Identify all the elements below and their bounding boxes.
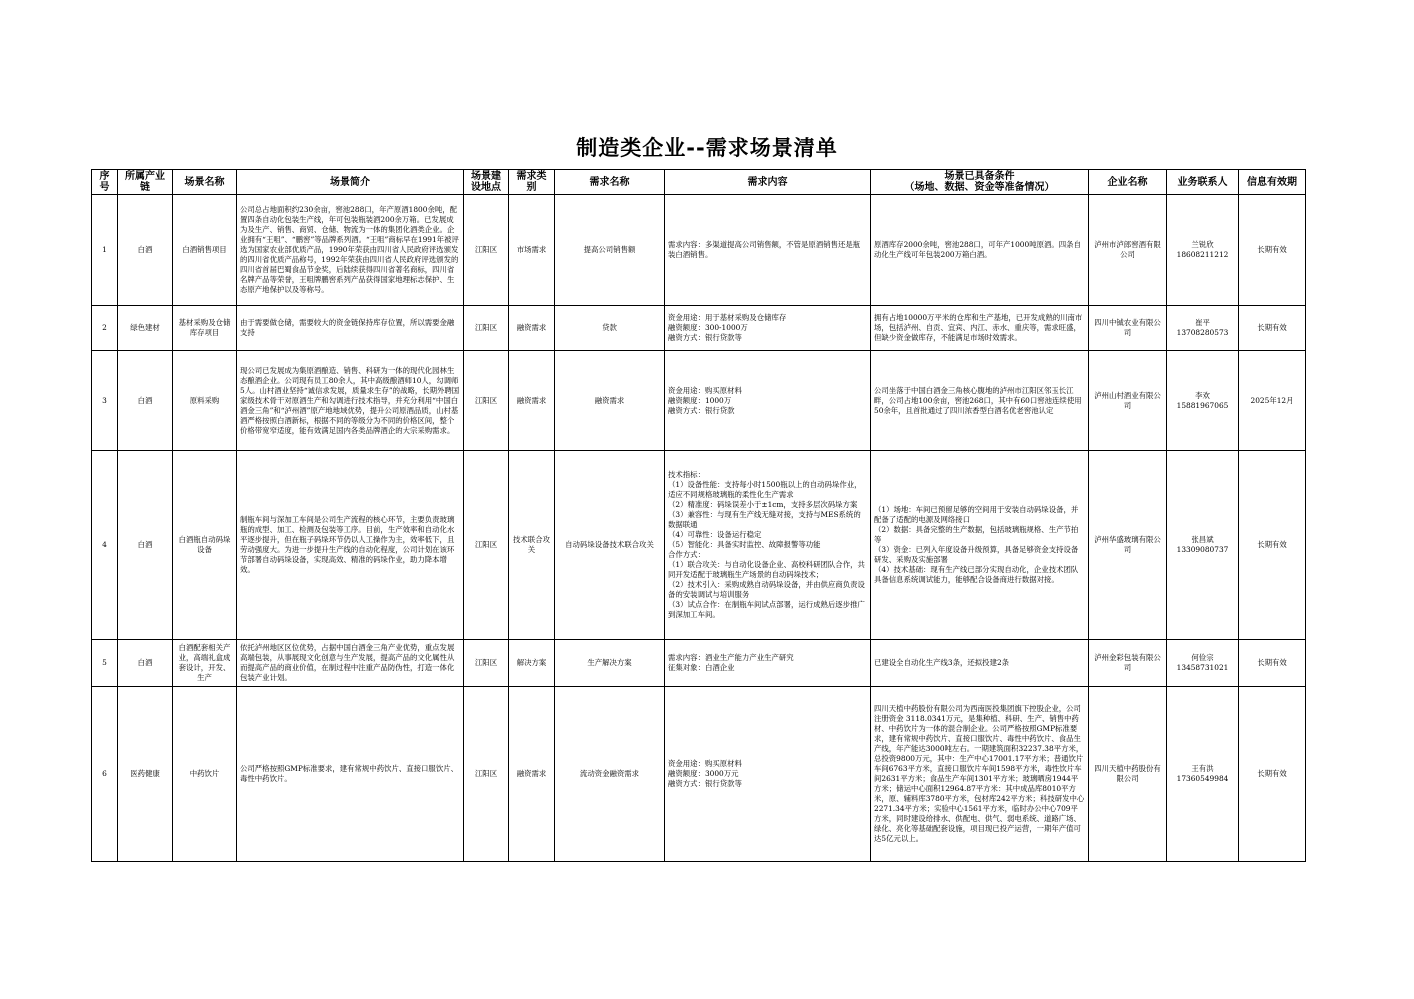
cell-location: 江阳区: [464, 351, 509, 451]
header-scene: 场景名称: [173, 170, 237, 195]
cell-demand-name: 提高公司销售额: [555, 195, 665, 306]
cell-validity: 长期有效: [1239, 451, 1306, 640]
cell-company: 泸州山村酒业有限公司: [1089, 351, 1167, 451]
cell-content: 需求内容：多渠道提高公司销售额，不管是原酒销售还是瓶装白酒销售。: [665, 195, 871, 306]
cell-location: 江阳区: [464, 451, 509, 640]
table-row: [92, 351, 1306, 451]
cell-contact: 何俭宗 13458731021: [1167, 640, 1239, 687]
cell-category: 技术联合攻关: [509, 451, 555, 640]
cell-contact: 王有洪 17360549984: [1167, 687, 1239, 862]
cell-chain: 医药健康: [118, 687, 173, 862]
cell-content: 资金用途：购买原材料 融资额度：1000万 融资方式：银行贷款: [665, 351, 871, 451]
cell-demand-name: 贷款: [555, 306, 665, 351]
cell-intro: 公司严格按照GMP标准要求，建有常规中药饮片、直接口服饮片、毒性中药饮片。: [237, 687, 464, 862]
cell-chain: 白酒: [118, 195, 173, 306]
cell-category: 融资需求: [509, 351, 555, 451]
cell-validity: 长期有效: [1239, 195, 1306, 306]
cell-intro: 依托泸州地区区位优势，占据中国白酒金三角产业优势，重点发展高端包装，从事展现文化创意与生产发展，提高产品的文化属性从而提高产品的商业价值，在制过程中注重产品防伪性，打造一体化包装产业计划。: [237, 640, 464, 687]
header-chain: 所属产业链: [118, 170, 173, 195]
cell-demand-name: 流动资金融资需求: [555, 687, 665, 862]
cell-validity: 长期有效: [1239, 306, 1306, 351]
cell-contact: 张昌斌 13309080737: [1167, 451, 1239, 640]
cell-chain: 绿色建材: [118, 306, 173, 351]
cell-intro: 由于需要做仓储，需要较大的资金链保持库存位置，所以需要金融支持: [237, 306, 464, 351]
header-content: 需求内容: [665, 170, 871, 195]
header-row: [92, 170, 1306, 195]
table-row: [92, 306, 1306, 351]
cell-conditions: 已建设全自动化生产线3条，还拟投建2条: [871, 640, 1089, 687]
cell-content: 需求内容：酒业生产能力产业生产研究 征集对象：白酒企业: [665, 640, 871, 687]
cell-contact: 崔平 13708280573: [1167, 306, 1239, 351]
header-demand-name: 需求名称: [555, 170, 665, 195]
header-company: 企业名称: [1089, 170, 1167, 195]
cell-chain: 白酒: [118, 640, 173, 687]
cell-intro: 制瓶车间与深加工车间是公司生产流程的核心环节，主要负责玻璃瓶的成型、加工、检测及包装等工序。目前，生产效率和自动化水平逐步提升，但在瓶子码垛环节仍以人工操作为主，效率低下，且劳动强度大。为进一步提升生产线的自动化程度，公司计划在该环节部署自动码垛设备，实现高效、精准的码垛作业，助力降本增效。: [237, 451, 464, 640]
table-row: [92, 195, 1306, 306]
cell-no: 2: [92, 306, 118, 351]
table-row: [92, 640, 1306, 687]
cell-scene: 白酒瓶自动码垛设备: [173, 451, 237, 640]
header-intro: 场景简介: [237, 170, 464, 195]
cell-demand-name: 生产解决方案: [555, 640, 665, 687]
cell-scene: 白酒销售项目: [173, 195, 237, 306]
header-contact: 业务联系人: [1167, 170, 1239, 195]
cell-category: 市场需求: [509, 195, 555, 306]
cell-company: 四川中铖农业有限公司: [1089, 306, 1167, 351]
cell-demand-name: 自动码垛设备技术联合攻关: [555, 451, 665, 640]
cell-validity: 长期有效: [1239, 640, 1306, 687]
cell-content: 资金用途：用于基材采购及仓储库存 融资额度：300-1000万 融资方式：银行贷款等: [665, 306, 871, 351]
cell-category: 解决方案: [509, 640, 555, 687]
header-location: 场景建设地点: [464, 170, 509, 195]
cell-scene: 中药饮片: [173, 687, 237, 862]
cell-company: 泸州金彩包装有限公司: [1089, 640, 1167, 687]
header-no: 序号: [92, 170, 118, 195]
cell-chain: 白酒: [118, 351, 173, 451]
cell-company: 四川天植中药股份有限公司: [1089, 687, 1167, 862]
header-conditions: 场景已具备条件 （场地、数据、资金等准备情况）: [871, 170, 1089, 195]
cell-no: 6: [92, 687, 118, 862]
cell-intro: 公司总占地面积约230余亩，窖池288口，年产原酒1800余吨，配置四条自动化包装生产线，年可包装瓶装酒200余万箱。已发展成为及生产、销售、商贸、仓储、物流为一体的集团化酒类企业。企业拥有“王咀”、“鹏窖”等品牌系列酒。“王咀”商标早在1991年被评选为国家农业部优质产品，1990年荣获由四川省人民政府评选颁发的四川省优质产品称号，1992年荣获由四川省人民政府评选颁发的四川省首届巴蜀食品节金奖，后陆续获得四川省著名商标，四川省名牌产品等荣誉，王咀牌鹏窖系列产品获得国家地理标志保护、生态原产地保护以及等称号。: [237, 195, 464, 306]
cell-conditions: 四川天植中药股份有限公司为西南医投集团旗下控股企业，公司注册资金 3118.0341万元，是集种植、科研、生产、销售中药材、中药饮片为一体的混合制企业。公司严格按照GMP标准要求，建有常规中药饮片、直接口服饮片、毒性中药饮片、食品生产线，年产能达3000吨左右。一期建筑面积32237.38平方米，总投资9800万元，其中：生产中心17001.17平方米；普通饮片车间6763平方米，直接口服饮片车间1598平方米，毒性饮片车间2631平方米；食品生产车间1301平方米；玻璃晒房1944平方米；储运中心面积12964.87平方米：其中成品库8010平方米，原、辅料库3780平方米，包材库242平方米；科技研发中心2271.34平方米；实验中心1561平方米，临时办公中心709平方米，同时建设给排水、供配电、供气、弱电系统、道路广场、绿化、亮化等基础配套设施，项目现已投产运营，一期年产值可达5亿元以上。: [871, 687, 1089, 862]
cell-no: 3: [92, 351, 118, 451]
demand-table: [91, 169, 1306, 862]
header-category: 需求类别: [509, 170, 555, 195]
cell-scene: 白酒配套相关产业，高端礼盒成套设计，开发、生产: [173, 640, 237, 687]
cell-contact: 李欢 15881967065: [1167, 351, 1239, 451]
cell-location: 江阳区: [464, 687, 509, 862]
cell-chain: 白酒: [118, 451, 173, 640]
cell-category: 融资需求: [509, 306, 555, 351]
page-title: 制造类企业--需求场景清单: [576, 136, 838, 160]
cell-content: 技术指标： （1）设备性能：支持每小时1500瓶以上的自动码垛作业，适应不同规格玻璃瓶的柔性化生产需求 （2）精准度：码垛误差小于±1cm，支持多层次码垛方案 （3）兼容性：与现有生产线无缝对接，支持与MES系统的数据联通 （4）可靠性：设备运行稳定 （5）智能化：具备实时监控、故障报警等功能 合作方式： （1）联合攻关：与自动化设备企业、高校科研团队合作，共同开发适配于玻璃瓶生产场景的自动码垛技术； （2）技术引入：采购成熟自动码垛设备，并由供应商负责设备的安装调试与培训服务 （3）试点合作：在制瓶车间试点部署，运行成熟后逐步推广到深加工车间。: [665, 451, 871, 640]
cell-conditions: （1）场地：车间已预留足够的空间用于安装自动码垛设备，并配备了适配的电源及网络接口 （2）数据：具备完整的生产数据，包括玻璃瓶规格、生产节拍等 （3）资金：已列入年度设备升级预算，具备足够资金支持设备研发、采购及实施部署 （4）技术基础：现有生产线已部分实现自动化，企业技术团队具备信息系统调试能力，能够配合设备商进行数据对接。: [871, 451, 1089, 640]
cell-intro: 现公司已发展成为集原酒酿造、销售、科研为一体的现代化园林生态酿酒企业。公司现有员工80余人，其中高级酿酒师10人，勾调师5人。山村酒业坚持“诚信求发展，质量求生存”的战略，长期外聘国家级技术骨干对原酒生产和勾调进行技术指导，并充分利用“中国白酒金三角”和“泸州酒”原产地地域优势，提升公司原酒品质，山村基酒严格按照白酒新标，根据不同的等级分为不同的价格区间，整个价格带宽窄适度，能有效满足国内各类品牌酒企的大宗采购需求。: [237, 351, 464, 451]
cell-demand-name: 融资需求: [555, 351, 665, 451]
cell-validity: 2025年12月: [1239, 351, 1306, 451]
cell-location: 江阳区: [464, 640, 509, 687]
cell-contact: 兰锐欣 18608211212: [1167, 195, 1239, 306]
table-row: [92, 451, 1306, 640]
cell-scene: 基材采购及仓储库存项目: [173, 306, 237, 351]
header-validity: 信息有效期: [1239, 170, 1306, 195]
cell-content: 资金用途：购买原材料 融资额度：3000万元 融资方式：银行贷款等: [665, 687, 871, 862]
cell-location: 江阳区: [464, 306, 509, 351]
cell-no: 1: [92, 195, 118, 306]
cell-company: 泸州华盛玻璃有限公司: [1089, 451, 1167, 640]
cell-no: 5: [92, 640, 118, 687]
cell-validity: 长期有效: [1239, 687, 1306, 862]
cell-conditions: 公司坐落于中国白酒金三角核心腹地的泸州市江阳区邻玉长江畔，公司占地100余亩，窖池268口，其中有60口窖池连续使用50余年，且首批通过了四川浓香型白酒名优老窖池认定: [871, 351, 1089, 451]
table-row: [92, 687, 1306, 862]
cell-category: 融资需求: [509, 687, 555, 862]
cell-scene: 原料采购: [173, 351, 237, 451]
cell-no: 4: [92, 451, 118, 640]
cell-company: 泸州市泸郎窖酒有限公司: [1089, 195, 1167, 306]
cell-conditions: 原酒库存2000余吨，窖池288口，可年产1000吨原酒。四条自动化生产线可年包装200万箱白酒。: [871, 195, 1089, 306]
cell-conditions: 拥有占地10000万平米的仓库和生产基地，已开发成熟的川南市场，包括泸州、自贡、宜宾、内江、赤水、重庆等，需求旺盛，但缺少资金做库存，不能满足市场时效需求。: [871, 306, 1089, 351]
cell-location: 江阳区: [464, 195, 509, 306]
